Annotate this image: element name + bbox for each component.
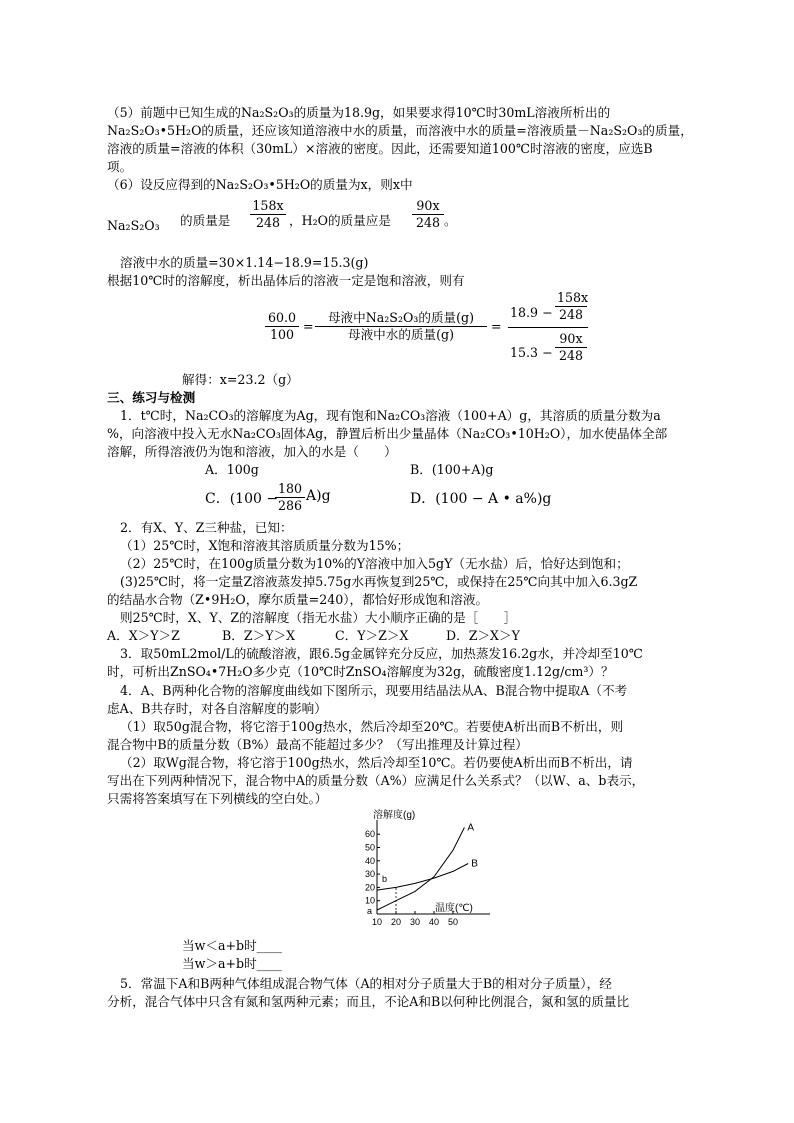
para5-line4: 项。 [107, 159, 133, 174]
q4-line2: 虑A、B共存时，对各自溶解度的影响） [107, 701, 327, 716]
main-fraction-bar [508, 327, 588, 328]
q5-line2: 分析，混合气体中只含有氮和氢两种元素；而且，不论A和B以何种比例混合，氮和氢的质量比 [107, 994, 630, 1009]
q2-line3: （2）25℃时，在100g质量分数为10%的Y溶液中加入5gY（无水盐）后，恰好达到饱和； [120, 556, 629, 571]
fraction-numerator: 60.0 [265, 310, 299, 327]
para5-line1: （5）前题中已知生成的Na₂S₂O₃的质量为18.9g，如果要求得10℃时30mL溶液所析出的 [107, 105, 611, 120]
x-axis-label: 温度(℃) [435, 903, 473, 914]
fraction-denominator: 248 [558, 348, 584, 363]
fraction-180-286 [275, 481, 305, 514]
para6-line1: （6）设反应得到的Na₂S₂O₃•5H₂O的质量为x，则x中 [107, 177, 413, 192]
section-title: 三、练习与检测 [107, 390, 196, 405]
y-tick-label: 60 [364, 829, 375, 840]
q3-line1: 3．取50mL2mol/L的硫酸溶液，跟6.5g金属锌充分反应，加热蒸发16.2g水，并冷却至10℃ [120, 646, 643, 661]
series-A-curve [377, 828, 464, 911]
annotation-a: a [367, 906, 373, 917]
fraction-90x-248 [555, 331, 587, 364]
mass-is-text: 的质量是 [180, 213, 231, 228]
fraction-numerator: 90x [555, 331, 587, 348]
h2o-mass-text: ，H₂O的质量应是 [289, 213, 391, 228]
fraction-denominator: 248 [255, 215, 281, 230]
q1-option-c-prefix: C．(100 − [205, 491, 279, 507]
equals-sign-2: = [491, 319, 502, 334]
fraction-denominator: 248 [415, 215, 441, 230]
q4-line3: （1）取50g混合物，将它溶于100g热水，然后冷却至20℃。若要使A析出而B不析出，则 [120, 719, 624, 734]
q4-line6: 写出在下列两种情况下，混合物中A的质量分数（A%）应满足什么关系式？（以W、a、b表示， [107, 773, 645, 788]
q2-line6: 则25℃时，X、Y、Z的溶解度（指无水盐）大小顺序正确的是［ ］ [120, 610, 517, 625]
series-B-label: B [471, 858, 478, 870]
water-mass-line: 溶液中水的质量=30×1.14−18.9=15.3(g) [120, 255, 369, 270]
fraction-denominator: 100 [269, 327, 295, 342]
chart-series [377, 828, 468, 911]
q4-answer-2: 当w＞a+b时____ [182, 956, 282, 971]
q4-line5: （2）取Wg混合物，将它溶于100g热水，然后冷却至10℃。若仍要使A析出而B不析出，请 [120, 755, 633, 770]
fraction-complex [508, 290, 588, 370]
para5-line3: 溶液的质量=溶液的体积（30mL）×溶液的密度。因此，还需要知道100℃时溶液的密度，应选B [107, 141, 653, 156]
q1-option-b: B．(100+A)g [410, 462, 494, 477]
q3-line2: 时，可析出ZnSO₄•7H₂O多少克（10℃时ZnSO₄溶解度为32g，硫酸密度1.12g/cm³）？ [107, 664, 614, 679]
q2-line1: 2．有X、Y、Z三种盐，已知： [120, 520, 293, 535]
q2-line4: (3)25℃时，将一定量Z溶液蒸发掉5.75g水再恢复到25℃，或保持在25℃向其中加入6.3gZ [120, 574, 638, 589]
fraction-denominator: 248 [558, 307, 584, 322]
q1-line3: 溶解，所得溶液仍为饱和溶液，加入的水是（ ） [107, 444, 397, 459]
na2s2o3-label: Na₂S₂O₃ [107, 218, 160, 233]
q1-line1: 1．t℃时，Na₂CO₃的溶解度为Ag，现有饱和Na₂CO₃溶液（100+A）g，其溶质的质量分数为a [120, 408, 661, 423]
series-A-label: A [467, 822, 475, 834]
fraction-numerator: 180 [275, 481, 305, 498]
solubility-chart [355, 806, 505, 938]
equals-sign-1: = [303, 319, 314, 334]
fraction-numerator: 158x [250, 198, 286, 215]
q2-option-d: D．Z＞X＞Y [446, 628, 520, 643]
y-tick-label: 40 [364, 855, 375, 866]
x-tick-label: 40 [428, 917, 440, 927]
q1-option-d: D．(100 − A • a%)g [410, 491, 552, 507]
q1-option-c-suffix: A)g [306, 488, 331, 504]
period: 。 [444, 213, 457, 228]
y-tick-label: 50 [364, 842, 375, 853]
y-tick-label: 10 [364, 895, 375, 906]
y-tick-label: 20 [364, 882, 375, 893]
q1-line2: %，向溶液中投入无水Na₂CO₃固体Ag，静置后析出少量晶体（Na₂CO₃•10H₂O），加水使晶体全部 [107, 426, 668, 441]
fraction-denominator: 286 [277, 498, 303, 513]
para5-line2: Na₂S₂O₃•5H₂O的质量，还应该知道溶液中水的质量，而溶液中水的质量=溶液质量－Na₂S₂O₃的质量， [107, 123, 693, 138]
basis-line: 根据10℃时的溶解度，析出晶体后的溶液一定是饱和溶液，则有 [107, 273, 465, 288]
q2-option-a: A．X＞Y＞Z [107, 628, 180, 643]
fraction-numerator: 90x [412, 198, 444, 215]
complex-denominator-prefix: 15.3 − [510, 345, 553, 360]
x-tick-label: 30 [409, 917, 421, 927]
q2-option-b: B．Z＞Y＞X [222, 628, 296, 643]
chart-labels [364, 808, 478, 917]
fraction-mother-liquor [315, 310, 487, 343]
fraction-90x-248 [412, 198, 444, 231]
q5-line1: 5．常温下A和B两种气体组成混合物气体（A的相对分子质量大于B的相对分子质量），经 [120, 976, 612, 991]
x-tick-label: 50 [447, 917, 459, 927]
fraction-158x-248 [250, 198, 286, 231]
complex-numerator-prefix: 18.9 − [510, 305, 553, 320]
y-tick-label: 30 [364, 869, 375, 880]
q4-line1: 4．A、B两种化合物的溶解度曲线如下图所示，现要用结晶法从A、B混合物中提取A（不考 [120, 683, 628, 698]
fraction-numerator: 母液中Na₂S₂O₃的质量(g) [315, 310, 487, 327]
fraction-60-100 [265, 310, 299, 343]
q4-answer-1: 当w＜a+b时____ [182, 938, 282, 953]
q1-option-a: A．100g [205, 462, 259, 477]
y-axis-label: 溶解度(g) [373, 810, 416, 821]
q2-line5: 的结晶水合物（Z•9H₂O，摩尔质量=240），都恰好形成饱和溶液。 [107, 592, 489, 607]
fraction-numerator: 158x [557, 290, 589, 305]
q2-line2: （1）25℃时，X饱和溶液其溶质质量分数为15%； [120, 538, 410, 553]
solution-line: 解得：x=23.2（g） [182, 372, 299, 387]
x-tick-label: 20 [390, 917, 402, 927]
q4-line7: 只需将答案填写在下列横线的空白处。） [107, 791, 328, 806]
fraction-158x-248 [555, 290, 587, 323]
q4-line4: 混合物中B的质量分数（B%）最高不能超过多少？（写出推理及计算过程） [107, 737, 528, 752]
x-tick-label: 10 [371, 917, 383, 927]
fraction-denominator: 母液中水的质量(g) [347, 327, 455, 342]
annotation-b: b [382, 874, 388, 885]
q2-option-c: C．Y＞Z＞X [335, 628, 409, 643]
